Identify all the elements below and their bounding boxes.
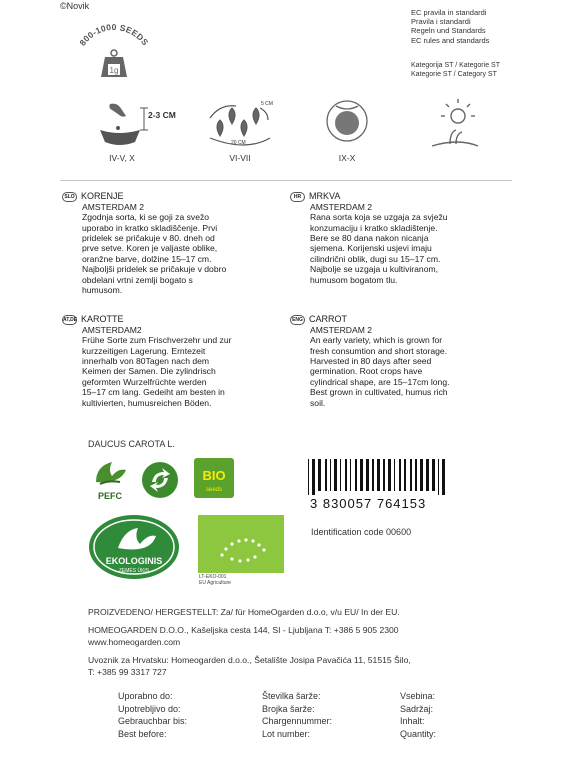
- desc-line: Bere se 80 dana nakon nicanja: [310, 232, 429, 243]
- eu-code: LT-EKO-001: [199, 574, 227, 580]
- category-line: Kategorie ST / Category ST: [411, 71, 497, 78]
- desc-line: cylindrical shape, are 15–17cm long.: [310, 376, 450, 387]
- plant-months-label: VI-VII: [229, 153, 251, 163]
- desc-line: obdelani vrtni zemlji bogato s: [82, 274, 193, 285]
- variety-name: AMSTERDAM 2: [310, 201, 373, 212]
- rules-line: Pravila i standardi: [411, 17, 471, 27]
- recycle-logo: [140, 460, 180, 500]
- barcode-bar: [360, 459, 363, 491]
- weight-icon: [101, 50, 127, 77]
- barcode-bar: [426, 459, 429, 491]
- identification-code: Identification code 00600: [311, 527, 412, 537]
- lot-number-labels: [262, 690, 332, 740]
- pefc-logo: [90, 458, 130, 502]
- desc-line: cilindrični oblik, dugi su 15–17 cm.: [310, 253, 441, 264]
- barcode-bar: [404, 459, 406, 491]
- desc-line: An early variety, which is grown for: [310, 335, 443, 346]
- product-name: MRKVA: [309, 191, 341, 201]
- barcode-bar: [394, 459, 395, 491]
- barcode-bar: [388, 459, 391, 491]
- producer-website: www.homeogarden.com: [88, 637, 181, 647]
- barcode-bar: [366, 459, 369, 491]
- desc-line: fresh consumtion and short storage.: [310, 345, 448, 356]
- flag-badge: HR: [290, 192, 305, 202]
- lot-label: Brojka šarže:: [262, 703, 315, 714]
- lot-label: Številka šarže:: [262, 691, 321, 701]
- depth-label: 2-3 CM: [148, 110, 176, 120]
- importer-line: Uvoznik za Hrvatsku: Homeogarden d.o.o., Šetalište Josipa Pavačića 11, 51515 Šilo,: [88, 655, 411, 665]
- date-label: Upotrebljivo do:: [118, 703, 181, 714]
- sowing-depth-icon: [100, 104, 148, 145]
- ekologinis-sub-label: ZEMĖS ŪKIS: [118, 568, 150, 574]
- importer-phone: T: +385 99 3317 727: [88, 667, 167, 677]
- rules-block: [411, 8, 489, 45]
- flag-badge: AT,DE: [63, 316, 78, 323]
- weight-label: 1g: [109, 66, 119, 75]
- seeds-weight-badge: [68, 20, 160, 92]
- barcode-bar: [318, 459, 321, 491]
- product-name: KORENJE: [81, 191, 124, 201]
- ekologinis-label: EKOLOGINIS: [105, 556, 163, 566]
- ekologinis-logo: [88, 514, 180, 580]
- lot-label: Lot number:: [262, 728, 311, 739]
- barcode-bar: [350, 459, 351, 491]
- desc-line: Frühe Sorte zum Frischverzehr und zur: [82, 335, 232, 346]
- variety-name: AMSTERDAM2: [82, 324, 142, 335]
- barcode-bar: [383, 459, 385, 491]
- desc-line: Best grown in cultivated, humus rich: [310, 387, 448, 398]
- barcode-bar: [334, 459, 337, 491]
- best-before-labels: [118, 690, 187, 740]
- desc-line: Zgodnja sorta, ki se goji za svežo: [82, 212, 210, 223]
- bio-sub-label: seeds: [205, 487, 223, 493]
- harvest-icon: [327, 101, 367, 141]
- barcode-number: 3 830057 764153: [310, 496, 427, 511]
- rules-line: EC rules and standards: [411, 35, 490, 45]
- desc-line: pridelek se pričakuje v 80. dneh od: [82, 232, 215, 243]
- barcode-bar: [432, 459, 435, 491]
- product-name: CARROT: [309, 314, 347, 324]
- flag-badge: SLO: [62, 192, 77, 202]
- quantity-label: Sadržaj:: [400, 703, 434, 714]
- eu-sub: EU Agriculture: [199, 580, 231, 586]
- barcode-bar: [330, 459, 331, 491]
- variety-name: AMSTERDAM 2: [82, 201, 145, 212]
- desc-line: Rana sorta koja se uzgaja za svježu: [310, 212, 448, 223]
- product-name: KAROTTE: [81, 314, 124, 324]
- desc-line: Harvested in 80 days after seed: [310, 355, 432, 366]
- harvest-months-label: IX-X: [338, 153, 356, 163]
- latin-name: DAUCUS CAROTA L.: [88, 439, 175, 449]
- desc-line: germination. Root crops have: [310, 366, 423, 377]
- sow-months-label: IV-V, X: [109, 153, 135, 163]
- desc-line: Najboljši pridelek se pričakuje v dobro: [82, 264, 227, 275]
- desc-line: 15–17 cm lang. Gedeiht am besten in: [82, 387, 225, 398]
- desc-line: humusom.: [82, 284, 123, 295]
- quantity-labels: [400, 690, 436, 740]
- description-de: [62, 314, 282, 408]
- divider: [60, 180, 512, 181]
- producer-line: PROIZVEDENO/ HERGESTELLT: Za/ für HomeOgarden d.o.o, v/u EU/ In der EU.: [88, 607, 400, 617]
- barcode-bar: [345, 459, 347, 491]
- date-label: Best before:: [118, 728, 167, 739]
- pefc-label: PEFC: [97, 491, 123, 501]
- lot-label: Chargennummer:: [262, 716, 333, 726]
- quantity-label: Inhalt:: [400, 716, 425, 726]
- category-line: Kategorija ST / Kategorie ST: [411, 62, 500, 69]
- growing-steps: [60, 94, 500, 170]
- barcode-bar: [308, 459, 309, 495]
- bio-seeds-logo: [194, 458, 234, 498]
- bio-label: BIO: [202, 468, 226, 483]
- flag-badge: ENG: [290, 315, 305, 325]
- desc-line: innerhalb von 80Tagen nach dem: [82, 355, 210, 366]
- desc-line: uporabo in kratko skladiščenje. Prvi: [82, 222, 218, 233]
- rules-line: EC pravila in standardi: [411, 8, 487, 17]
- category-block: [411, 61, 500, 79]
- desc-line: kultivierten, humusreichen Böden.: [82, 397, 212, 408]
- svg-text:800-1000 SEEDS: [77, 22, 150, 48]
- quantity-label: Quantity:: [400, 728, 437, 739]
- desc-line: sjemena. Korijenski usjevi imaju: [310, 243, 432, 254]
- desc-line: Keimen der Samen. Die zylindrisch: [82, 366, 216, 377]
- date-label: Uporabno do:: [118, 691, 173, 701]
- desc-line: oranžne barve, dolžine 15–17 cm.: [82, 253, 212, 264]
- barcode-bar: [312, 459, 315, 495]
- desc-line: soil.: [310, 397, 326, 408]
- barcode-bar: [340, 459, 341, 491]
- description-hr: [290, 191, 510, 285]
- barcode-bar: [399, 459, 401, 491]
- desc-line: kurzzeitigen Lagerung. Erntezeit: [82, 345, 206, 356]
- desc-line: humusom bogatom tlu.: [310, 274, 398, 285]
- eu-code-block: [199, 574, 231, 586]
- spacing-large-label: 20 CM: [231, 140, 246, 146]
- desc-line: geformten Wurzelfrüchte werden: [82, 376, 207, 387]
- barcode-bar: [377, 459, 380, 491]
- spacing-small-label: 5 CM: [261, 101, 273, 107]
- barcode-bar: [420, 459, 423, 491]
- eu-organic-logo: [198, 515, 284, 573]
- barcode-bar: [442, 459, 445, 495]
- barcode-bar: [410, 459, 412, 491]
- desc-line: konzumaciju i kratko skladištenje.: [310, 222, 438, 233]
- seeds-count-label: 800-1000 SEEDS: [77, 21, 151, 48]
- rules-line: Regeln und Standards: [411, 26, 486, 36]
- copyright-text: ©Novik: [60, 1, 90, 11]
- barcode-bar: [438, 459, 439, 495]
- barcode-bar: [355, 459, 357, 491]
- desc-line: prve setve. Koren je valjaste oblike,: [82, 243, 218, 254]
- barcode-bar: [372, 459, 374, 491]
- barcode-bar: [325, 459, 327, 491]
- description-eng: [290, 314, 510, 408]
- description-slo: [62, 191, 282, 295]
- date-label: Gebrauchbar bis:: [118, 716, 188, 726]
- producer-address: HOMEOGARDEN D.O.O., Kašeljska cesta 144, SI - Ljubljana T: +386 5 905 2300: [88, 625, 399, 635]
- desc-line: Najbolje se uzgaja u kultiviranom,: [310, 264, 439, 275]
- sun-sprout-icon: [432, 99, 478, 146]
- quantity-label: Vsebina:: [400, 691, 436, 701]
- variety-name: AMSTERDAM 2: [310, 324, 373, 335]
- barcode-bar: [415, 459, 417, 491]
